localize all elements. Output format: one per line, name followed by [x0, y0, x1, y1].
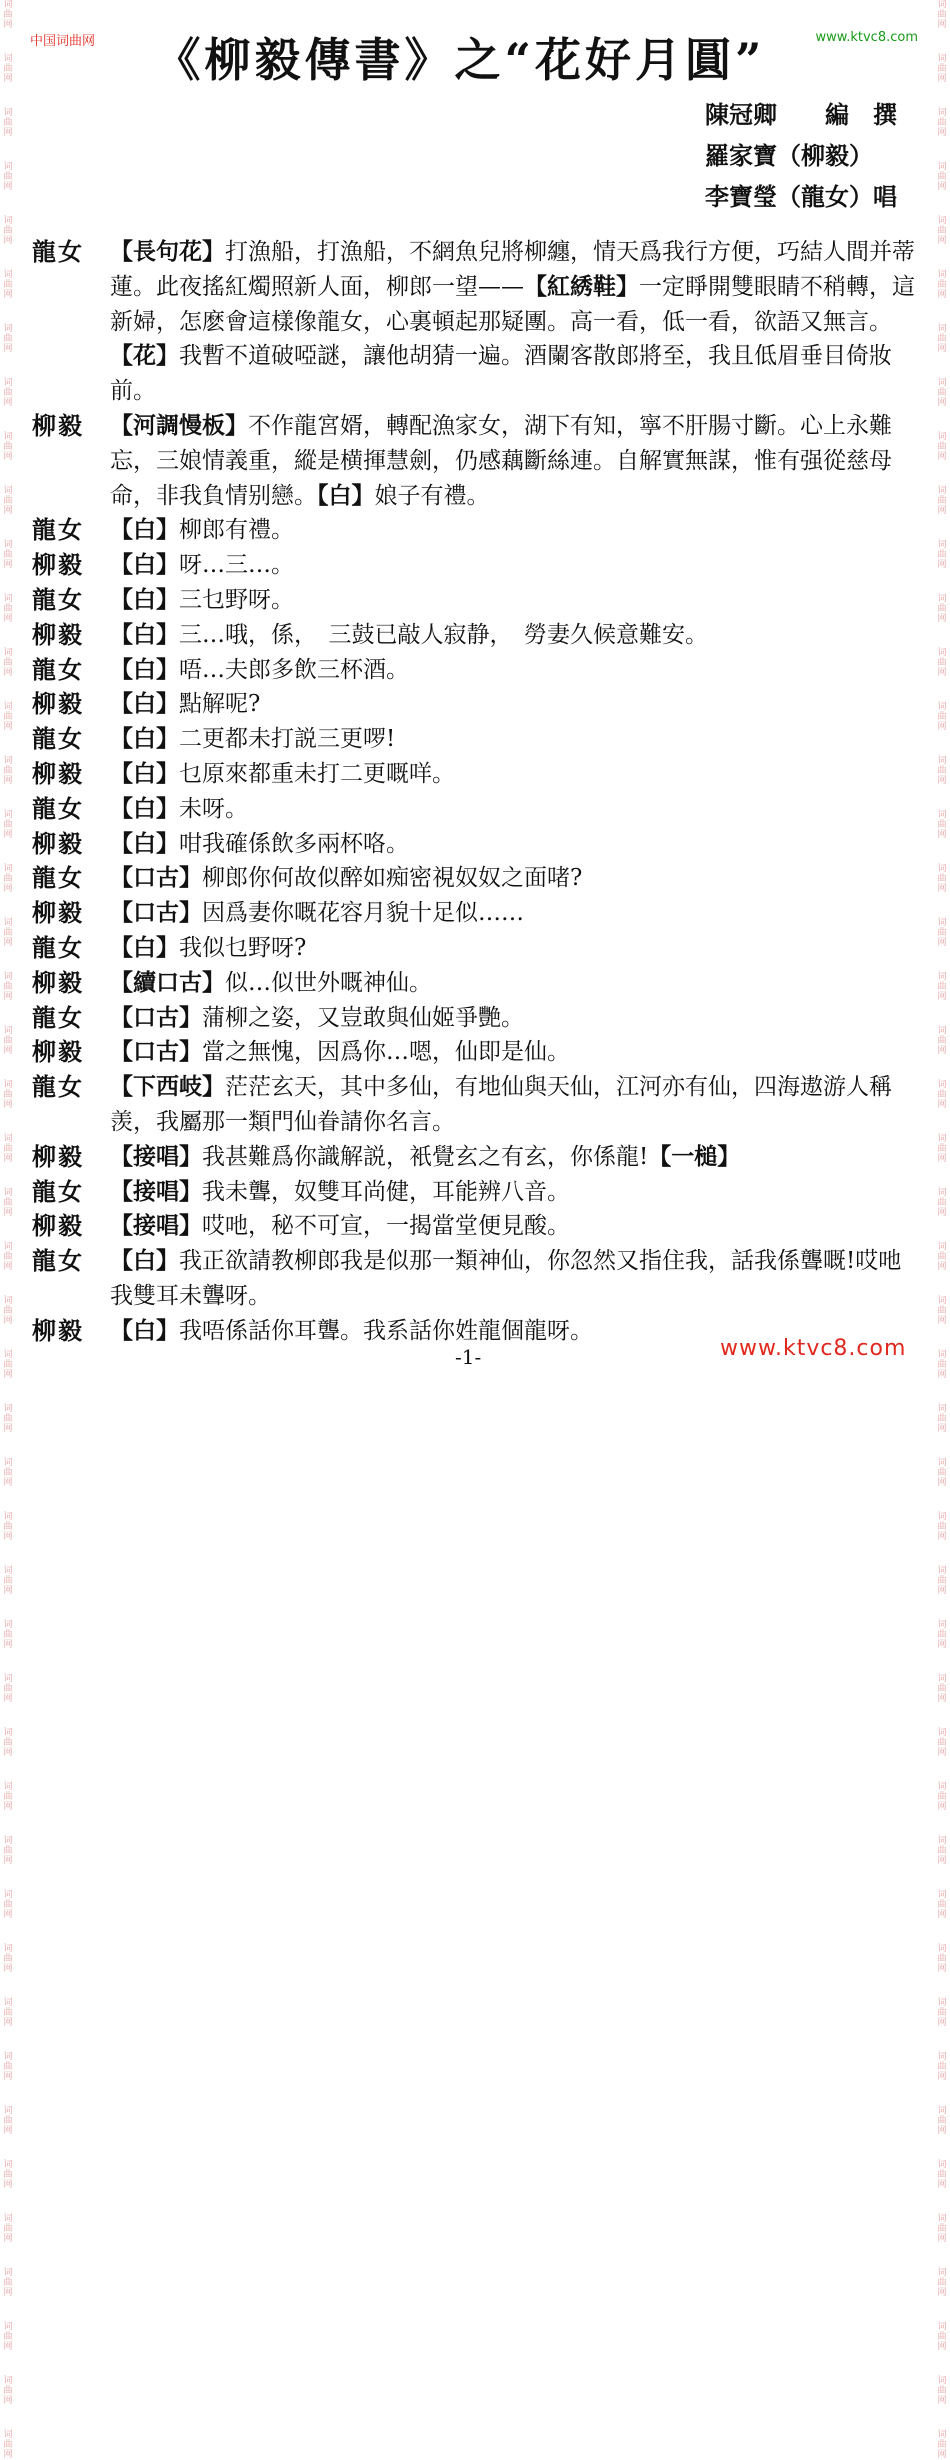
watermark-text: 词曲网: [937, 1296, 947, 1326]
dialogue-line: [32, 1070, 922, 1140]
dialogue-line: [32, 1035, 922, 1070]
lyric-text: 呀…三…。: [179, 552, 294, 579]
dialogue-line: [32, 827, 922, 862]
watermark-text: 词曲网: [3, 0, 13, 30]
watermark-text: 词曲网: [937, 1674, 947, 1704]
speaker-name: 柳毅: [32, 898, 84, 928]
dialogue-line: [32, 548, 922, 583]
speaker-name: 龍女: [32, 863, 84, 893]
watermark-text: 词曲网: [937, 1566, 947, 1596]
speaker-name: 龍女: [32, 654, 84, 684]
watermark-text: 词曲网: [3, 1404, 13, 1434]
tune-tag: 【口古】: [110, 864, 202, 892]
watermark-text: 词曲网: [3, 2052, 13, 2082]
speaker-name: 柳毅: [32, 550, 84, 580]
tune-tag: 【口古】: [110, 1003, 202, 1031]
watermark-text: 词曲网: [3, 2322, 13, 2352]
dialogue-line: [32, 1175, 922, 1210]
watermark-text: 词曲网: [3, 2214, 13, 2244]
speaker-name: 柳毅: [32, 689, 84, 719]
watermark-text: 词曲网: [3, 1026, 13, 1056]
watermark-text: 词曲网: [937, 432, 947, 462]
lyric-text: 我唔係話你耳聾。我系話你姓龍個龍呀。: [179, 1317, 593, 1344]
watermark-text: 词曲网: [3, 1350, 13, 1380]
watermark-text: 词曲网: [937, 2214, 947, 2244]
credits: [705, 94, 897, 217]
lyric-text: 我未聾，奴雙耳尚健，耳能辨八音。: [202, 1178, 570, 1205]
watermark-text: 词曲网: [3, 2106, 13, 2136]
watermark-text: 词曲网: [937, 2106, 947, 2136]
lyric-text: 二更都未打説三更啰!: [179, 726, 396, 753]
lyric-text: 柳郎有禮。: [179, 517, 294, 544]
watermark-text: 词曲网: [937, 864, 947, 894]
watermark-text: 词曲网: [3, 864, 13, 894]
lyric-text: 我正欲請教柳郎我是似那一類神仙，你忽然又指住我，話我係聾嘅!哎吔我雙耳未聾呀。: [110, 1248, 902, 1309]
lyric-text: 蒲柳之姿，又豈敢與仙姬爭艷。: [202, 1004, 524, 1031]
dialogue-line: [32, 513, 922, 548]
speaker-name: 柳毅: [32, 758, 84, 788]
lyric-text: 娘子有禮。: [374, 482, 490, 509]
watermark-text: 词曲网: [937, 1458, 947, 1488]
speaker-name: 龍女: [32, 793, 84, 823]
watermark-text: 词曲网: [937, 108, 947, 138]
dialogue-line: [32, 1244, 922, 1314]
tune-tag: 【白】: [110, 1316, 179, 1344]
watermark-text: 词曲网: [937, 594, 947, 624]
lyric-text: 柳郎你何故似醉如痴密視奴奴之面啫?: [202, 865, 583, 892]
watermark-text: 词曲网: [937, 2376, 947, 2406]
speaker-name: 龍女: [32, 584, 84, 614]
tune-tag: 【白】: [110, 1247, 179, 1275]
watermark-text: 词曲网: [937, 1080, 947, 1110]
tune-tag: 【長句花】: [110, 238, 225, 265]
watermark-text: 词曲网: [3, 54, 13, 84]
watermark-text: 词曲网: [937, 1134, 947, 1164]
lyric-text: 哎吔，秘不可宣，一揭當堂便見酸。: [202, 1213, 570, 1240]
page-number: -1-: [455, 1345, 482, 1369]
speaker-name: 龍女: [32, 1072, 84, 1102]
watermark-text: 词曲网: [937, 1620, 947, 1650]
lyric-text: 未呀。: [179, 795, 248, 822]
speaker-name: 龍女: [32, 1002, 84, 1032]
watermark-text: 词曲网: [3, 2430, 13, 2460]
tune-tag: 【白】: [317, 481, 375, 509]
watermark-text: 词曲网: [3, 2376, 13, 2406]
watermark-text: 词曲网: [3, 432, 13, 462]
watermark-text: 词曲网: [3, 1728, 13, 1758]
dialogue-line: [32, 861, 922, 896]
dialogue-line: [32, 1140, 922, 1175]
tune-tag: 【下西岐】: [110, 1073, 225, 1101]
watermark-text: 词曲网: [937, 1404, 947, 1434]
watermark-text: 词曲网: [937, 1782, 947, 1812]
tune-tag: 【紅綉鞋】: [524, 272, 639, 300]
watermark-text: 词曲网: [937, 702, 947, 732]
tune-tag: 【口古】: [110, 1038, 202, 1066]
dialogue-line: [32, 757, 922, 792]
watermark-text: 词曲网: [3, 108, 13, 138]
dialogue-line: [32, 653, 922, 688]
tune-tag: 【接唱】: [110, 1177, 202, 1205]
watermark-text: 词曲网: [3, 756, 13, 786]
watermark-text: 词曲网: [937, 1944, 947, 1974]
watermark-text: 词曲网: [3, 1890, 13, 1920]
watermark-text: 词曲网: [3, 972, 13, 1002]
watermark-text: 词曲网: [937, 1728, 947, 1758]
speaker-name: 柳毅: [32, 1037, 84, 1067]
watermark-text: 词曲网: [3, 2268, 13, 2298]
watermark-text: 词曲网: [3, 1080, 13, 1110]
lyric-text: 點解呢?: [179, 691, 261, 718]
tune-tag: 【白】: [110, 585, 179, 613]
watermark-text: 词曲网: [3, 1296, 13, 1326]
speaker-name: 柳毅: [32, 967, 84, 997]
tune-tag: 【花】: [110, 342, 179, 370]
lyric-text: 一定睜開雙眼睛不稍轉，這新婦，怎麽會這樣像龍女，心裏頓起那疑團。高一看，低一看，欲語又無言。: [110, 273, 915, 335]
lyric-text: 三乜野呀。: [179, 586, 294, 613]
watermark-text: 词曲网: [3, 324, 13, 354]
watermark-text: 词曲网: [937, 972, 947, 1002]
watermark-text: 词曲网: [3, 540, 13, 570]
watermark-text: 词曲网: [3, 594, 13, 624]
speaker-name: 龍女: [32, 724, 84, 754]
watermark-text: 词曲网: [937, 270, 947, 300]
watermark-text: 词曲网: [937, 1026, 947, 1056]
watermark-text: 词曲网: [937, 216, 947, 246]
watermark-text: 词曲网: [3, 1620, 13, 1650]
watermark-text: 词曲网: [937, 2160, 947, 2190]
dialogue-line: [32, 409, 922, 513]
speaker-name: 柳毅: [32, 410, 84, 440]
dialogue-line: [32, 966, 922, 1001]
watermark-text: 词曲网: [937, 1188, 947, 1218]
watermark-text: 词曲网: [3, 1134, 13, 1164]
watermark-text: 词曲网: [3, 918, 13, 948]
credit-line: 羅家寶（柳毅）: [705, 141, 873, 170]
speaker-name: 柳毅: [32, 1315, 84, 1345]
site-url-right: www.ktvc8.com: [815, 30, 918, 45]
lyric-text: 打漁船，打漁船，不網魚兒將柳纏，情天爲我行方便，巧結人間并蒂蓮。此夜搖紅燭照新人面，柳郎一望——: [110, 239, 915, 300]
watermark-text: 词曲网: [937, 486, 947, 516]
watermark-strip-left: [2, 0, 14, 2460]
dialogue-line: [32, 1001, 922, 1036]
dialogue-line: [32, 687, 922, 722]
watermark-text: 词曲网: [3, 1944, 13, 1974]
lyric-text: 咁我確係飲多兩杯咯。: [179, 830, 409, 857]
watermark-text: 词曲网: [3, 2160, 13, 2190]
site-name-left: 中国词曲网: [30, 34, 96, 49]
tune-tag: 【續口古】: [110, 968, 225, 996]
lyric-text: 唔…夫郎多飲三杯酒。: [179, 656, 409, 683]
speaker-name: 柳毅: [32, 1211, 84, 1241]
lyric-text: 當之無愧，因爲你…嗯，仙即是仙。: [202, 1039, 570, 1066]
watermark-text: 词曲网: [937, 1512, 947, 1542]
tune-tag: 【白】: [110, 655, 179, 683]
watermark-text: 词曲网: [937, 2052, 947, 2082]
watermark-text: 词曲网: [3, 1566, 13, 1596]
watermark-text: 词曲网: [937, 2322, 947, 2352]
credit-line: 陳冠卿 編 撰: [705, 100, 897, 129]
tune-tag: 【白】: [110, 759, 179, 787]
dialogue-line: [32, 896, 922, 931]
tune-tag: 【白】: [110, 516, 179, 544]
watermark-text: 词曲网: [937, 918, 947, 948]
watermark-text: 词曲网: [3, 810, 13, 840]
dialogue-line: [32, 931, 922, 966]
watermark-text: 词曲网: [937, 1836, 947, 1866]
dialogue-line: [32, 235, 922, 409]
dialogue-line: [32, 618, 922, 653]
lyric-text: 我似乜野呀?: [179, 934, 307, 961]
watermark-text: 词曲网: [3, 1188, 13, 1218]
watermark-text: 词曲网: [937, 1242, 947, 1272]
lyric-text: 似…似世外嘅神仙。: [225, 969, 432, 996]
watermark-text: 词曲网: [937, 756, 947, 786]
tune-tag: 【河調慢板】: [110, 411, 248, 439]
watermark-text: 词曲网: [3, 1674, 13, 1704]
tune-tag: 【白】: [110, 829, 179, 857]
tune-tag: 【白】: [110, 620, 179, 648]
tune-tag: 【接唱】: [110, 1212, 202, 1240]
watermark-text: 词曲网: [937, 1890, 947, 1920]
tune-tag: 【白】: [110, 725, 179, 753]
watermark-text: 词曲网: [937, 810, 947, 840]
speaker-name: 柳毅: [32, 1141, 84, 1171]
watermark-text: 词曲网: [937, 1350, 947, 1380]
tune-tag: 【白】: [110, 551, 179, 579]
speaker-name: 龍女: [32, 1246, 84, 1276]
footer-watermark-url: www.ktvc8.com: [720, 1336, 907, 1361]
tune-tag: 【口古】: [110, 899, 202, 927]
lyric-text: 茫茫玄天，其中多仙，有地仙與天仙，江河亦有仙，四海遨游人稱羡，我屬那一類門仙眷請你名言。: [110, 1074, 892, 1135]
watermark-text: 词曲网: [3, 378, 13, 408]
watermark-text: 词曲网: [3, 1512, 13, 1542]
tune-tag: 【白】: [110, 690, 179, 718]
watermark-text: 词曲网: [937, 540, 947, 570]
speaker-name: 柳毅: [32, 828, 84, 858]
watermark-text: 词曲网: [3, 648, 13, 678]
speaker-name: 龍女: [32, 515, 84, 545]
watermark-text: 词曲网: [937, 378, 947, 408]
lyric-text: 我暫不道破啞謎，讓他胡猜一遍。酒闌客散郎將至，我且低眉垂目倚妝前。: [110, 343, 892, 405]
speaker-name: 柳毅: [32, 619, 84, 649]
dialogue-line: [32, 722, 922, 757]
watermark-text: 词曲网: [937, 2430, 947, 2460]
lyric-text: 不作龍宮婿，轉配漁家女，湖下有知，寧不肝腸寸斷。心上永難忘，三娘情義重，縱是横揮慧劍，仍感藕斷絲連。自解實無謀，惟有强從慈母命，非我負情别戀。: [110, 412, 892, 509]
watermark-strip-right: [936, 0, 948, 2460]
script-body: [32, 235, 922, 1349]
watermark-text: 词曲网: [937, 324, 947, 354]
watermark-text: 词曲网: [3, 216, 13, 246]
watermark-text: 词曲网: [937, 1998, 947, 2028]
watermark-text: 词曲网: [3, 1242, 13, 1272]
dialogue-line: [32, 583, 922, 618]
dialogue-line: [32, 792, 922, 827]
lyric-text: 因爲妻你嘅花容月貌十足似……: [202, 900, 524, 927]
lyric-text: 我甚難爲你識解説，衹覺玄之有玄，你係龍!: [202, 1143, 649, 1170]
page-title: 《柳毅傳書》之“花好月圓”: [154, 33, 766, 87]
lyric-text: 三…哦，係， 三鼓已敲人寂静， 勞妻久候意難安。: [179, 621, 708, 648]
tune-tag: 【一槌】: [648, 1142, 741, 1170]
watermark-text: 词曲网: [937, 162, 947, 192]
watermark-text: 词曲网: [3, 702, 13, 732]
watermark-text: 词曲网: [3, 1782, 13, 1812]
credit-line: 李寶瑩（龍女）唱: [705, 182, 897, 211]
tune-tag: 【白】: [110, 794, 179, 822]
tune-tag: 【接唱】: [110, 1142, 202, 1170]
speaker-name: 龍女: [32, 1176, 84, 1206]
watermark-text: 词曲网: [3, 1998, 13, 2028]
tune-tag: 【白】: [110, 933, 179, 961]
watermark-text: 词曲网: [937, 648, 947, 678]
watermark-text: 词曲网: [3, 486, 13, 516]
lyric-text: 乜原來都重未打二更嘅咩。: [179, 760, 455, 787]
speaker-name: 龍女: [32, 932, 84, 962]
watermark-text: 词曲网: [3, 162, 13, 192]
watermark-text: 词曲网: [937, 2268, 947, 2298]
watermark-text: 词曲网: [3, 1836, 13, 1866]
speaker-name: 龍女: [32, 237, 84, 266]
watermark-text: 词曲网: [3, 270, 13, 300]
watermark-text: 词曲网: [937, 54, 947, 84]
dialogue-line: [32, 1209, 922, 1244]
watermark-text: 词曲网: [937, 0, 947, 30]
watermark-text: 词曲网: [3, 1458, 13, 1488]
